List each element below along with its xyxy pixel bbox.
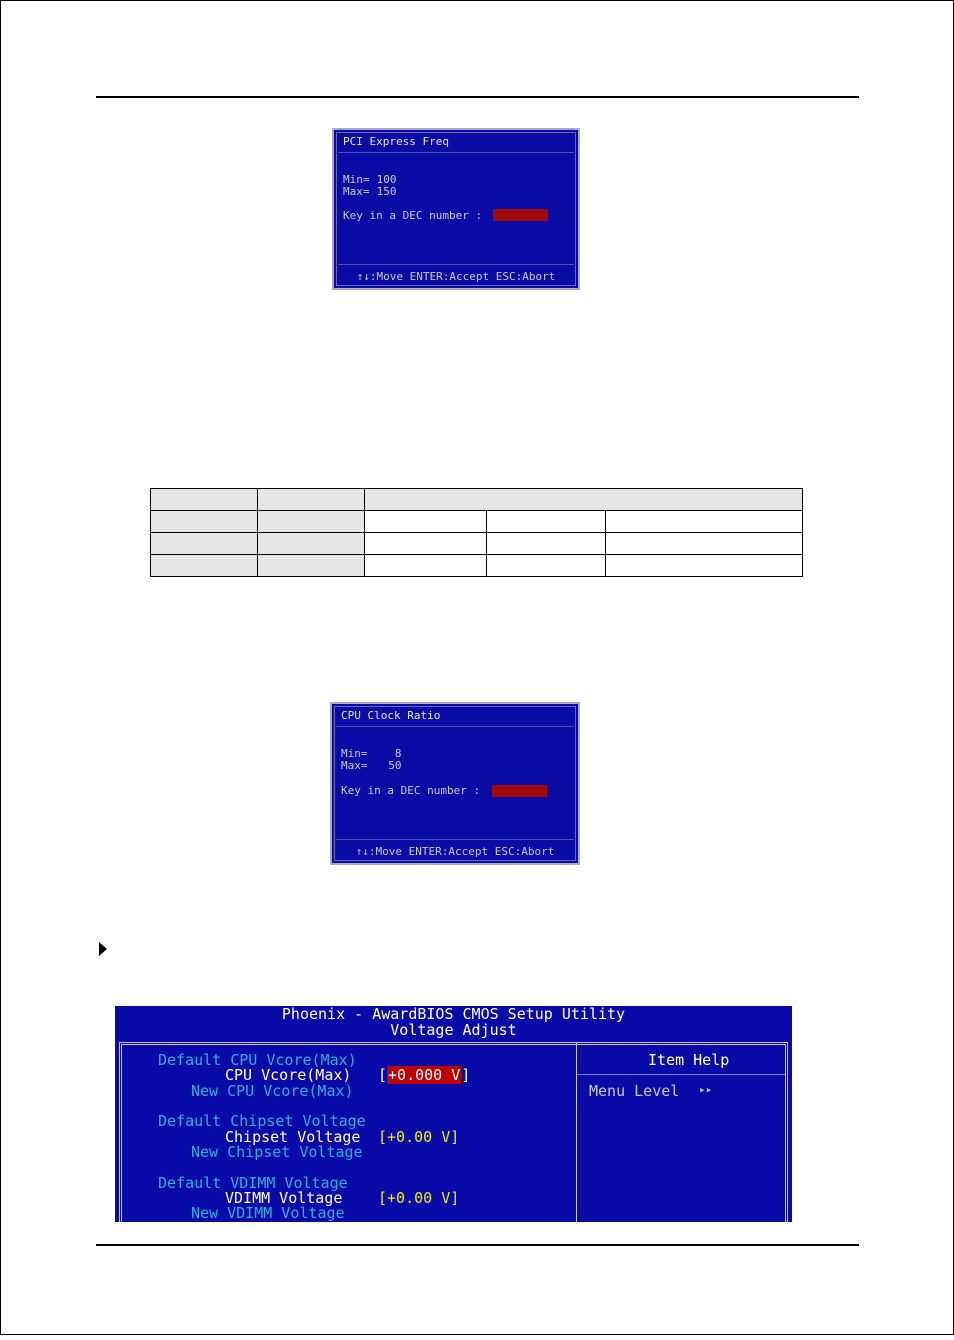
- max-value: 50: [388, 759, 402, 772]
- pci-express-freq-dialog: [332, 128, 580, 290]
- table-cell: [151, 489, 258, 511]
- footer-separator: [336, 839, 574, 840]
- chipset-voltage-value[interactable]: [+0.00 V]: [378, 1128, 460, 1146]
- table-cell: [606, 555, 803, 577]
- cpu-clock-ratio-dialog: [330, 702, 580, 865]
- table-row: [151, 511, 803, 533]
- item-help-title: Item Help: [648, 1051, 730, 1069]
- table-cell: [365, 511, 487, 533]
- max-value: 150: [376, 185, 397, 198]
- help-title-separator: [577, 1074, 785, 1075]
- table-row: [151, 555, 803, 577]
- dialog-footer: ↑↓:Move ENTER:Accept ESC:Abort: [356, 270, 556, 283]
- table-cell: [365, 555, 487, 577]
- header-rule: [96, 96, 859, 98]
- min-label: Min=: [341, 747, 368, 760]
- menu-level-arrows-icon: ▸▸: [699, 1083, 713, 1096]
- default-vdimm-voltage-label: Default VDIMM Voltage: [158, 1174, 348, 1192]
- max-line: [343, 186, 397, 198]
- voltage-adjust-screen: [115, 1006, 792, 1222]
- max-label: Max=: [341, 759, 368, 772]
- new-cpu-vcore-label: New CPU Vcore(Max): [191, 1082, 354, 1100]
- dec-number-input[interactable]: [493, 209, 548, 221]
- menu-level-label: Menu Level: [589, 1082, 680, 1100]
- table-cell: [606, 511, 803, 533]
- min-value: 100: [376, 173, 397, 186]
- new-vdimm-voltage-label: New VDIMM Voltage: [191, 1204, 345, 1222]
- chipset-voltage-label[interactable]: Chipset Voltage: [225, 1128, 361, 1146]
- dialog-footer: ↑↓:Move ENTER:Accept ESC:Abort: [355, 845, 555, 858]
- bios-title: Phoenix - AwardBIOS CMOS Setup Utility: [281, 1006, 626, 1023]
- default-chipset-voltage-label: Default Chipset Voltage: [158, 1112, 366, 1130]
- table-cell: [151, 555, 258, 577]
- bios-subtitle: Voltage Adjust: [390, 1021, 517, 1039]
- vdimm-voltage-value[interactable]: [+0.00 V]: [378, 1189, 460, 1207]
- new-chipset-voltage-label: New Chipset Voltage: [191, 1143, 363, 1161]
- default-cpu-vcore-label: Default CPU Vcore(Max): [158, 1051, 357, 1069]
- table-cell: [365, 489, 803, 511]
- table-cell: [258, 555, 365, 577]
- cpu-vcore-label[interactable]: CPU Vcore(Max): [225, 1066, 352, 1084]
- bullet-arrow-icon: [99, 942, 107, 956]
- table-cell: [487, 511, 606, 533]
- dialog-title: CPU Clock Ratio: [341, 709, 441, 722]
- cpu-vcore-value[interactable]: [+0.000 V]: [378, 1066, 471, 1084]
- min-value: 8: [394, 747, 402, 760]
- title-separator: [336, 726, 574, 727]
- table-cell: [487, 555, 606, 577]
- table-cell: [258, 489, 365, 511]
- max-line: [341, 760, 402, 772]
- dec-number-input[interactable]: [492, 785, 547, 797]
- data-table: [150, 488, 803, 577]
- prompt-text: Key in a DEC number :: [341, 784, 481, 797]
- footer-rule: [96, 1244, 859, 1246]
- prompt-text: Key in a DEC number :: [343, 209, 483, 222]
- table-cell: [258, 533, 365, 555]
- title-separator: [338, 152, 574, 153]
- dialog-title: PCI Express Freq: [343, 135, 449, 148]
- vdimm-voltage-label[interactable]: VDIMM Voltage: [225, 1189, 343, 1207]
- help-separator: [576, 1042, 577, 1222]
- table-cell: [151, 533, 258, 555]
- cpu-vcore-selected-value[interactable]: +0.000 V: [388, 1066, 461, 1084]
- table-row: [151, 533, 803, 555]
- table-cell: [606, 533, 803, 555]
- table-cell: [487, 533, 606, 555]
- table-cell: [258, 511, 365, 533]
- max-label: Max=: [343, 185, 370, 198]
- table-row: [151, 489, 803, 511]
- table-cell: [151, 511, 258, 533]
- table-cell: [365, 533, 487, 555]
- min-label: Min=: [343, 173, 370, 186]
- footer-separator: [338, 264, 574, 265]
